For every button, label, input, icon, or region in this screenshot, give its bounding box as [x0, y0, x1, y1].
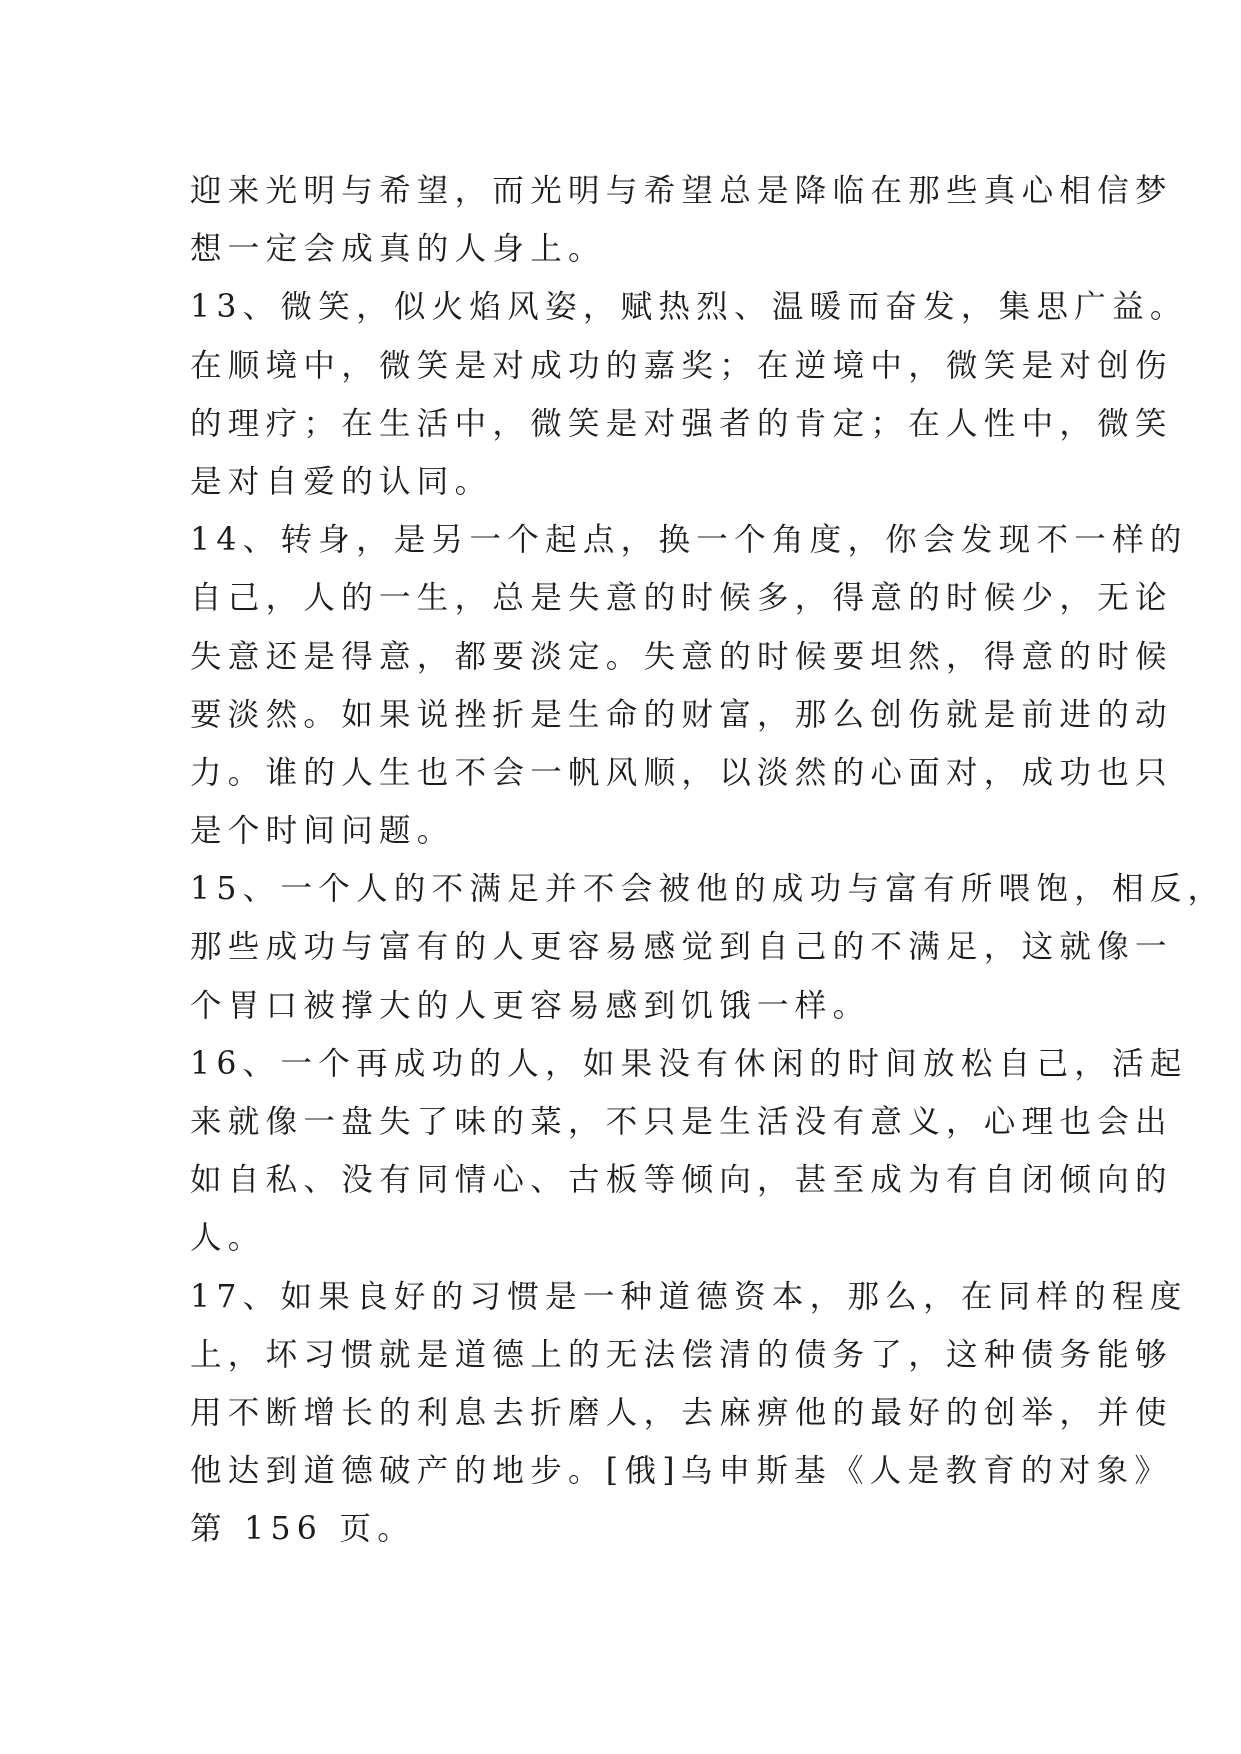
text-line: 要淡然。如果说挫折是生命的财富，那么创伤就是前进的动 — [190, 696, 1173, 733]
text-line: 迎来光明与希望，而光明与希望总是降临在那些真心相信梦 — [190, 173, 1173, 209]
text-line: 16、一个再成功的人，如果没有休闲的时间放松自己，活起 — [190, 1045, 1188, 1082]
text-line: 失意还是得意，都要淡定。失意的时候要坦然，得意的时候 — [190, 638, 1173, 675]
text-line: 他达到道德破产的地步。[俄]乌申斯基《人是教育的对象》 — [190, 1453, 1173, 1490]
text-line: 在顺境中，微笑是对成功的嘉奖；在逆境中，微笑是对创伤 — [190, 347, 1173, 384]
text-line: 15、一个人的不满足并不会被他的成功与富有所喂饱，相反， — [190, 871, 1226, 908]
text-line: 力。谁的人生也不会一帆风顺，以淡然的心面对，成功也只 — [190, 754, 1173, 791]
text-line: 自己，人的一生，总是失意的时候多，得意的时候少，无论 — [190, 580, 1173, 617]
text-line: 那些成功与富有的人更容易感觉到自己的不满足，这就像一 — [190, 929, 1173, 966]
text-line: 第 156 页。 — [190, 1511, 416, 1548]
text-line: 13、微笑，似火焰风姿，赋热烈、温暖而奋发，集思广益。 — [190, 289, 1188, 326]
text-line: 是个时间问题。 — [190, 813, 455, 850]
text-line: 来就像一盘失了味的菜，不只是生活没有意义，心理也会出 — [190, 1104, 1173, 1140]
body-text — [190, 162, 1226, 1559]
text-line: 想一定会成真的人身上。 — [190, 231, 606, 268]
text-line: 人。 — [190, 1220, 266, 1257]
text-line: 14、转身，是另一个起点，换一个角度，你会发现不一样的 — [190, 522, 1188, 559]
text-line: 是对自爱的认同。 — [190, 463, 493, 500]
text-line: 17、如果良好的习惯是一种道德资本，那么，在同样的程度 — [190, 1278, 1188, 1315]
text-line: 如自私、没有同情心、古板等倾向，甚至成为有自闭倾向的 — [190, 1162, 1173, 1199]
text-line: 上，坏习惯就是道德上的无法偿清的债务了，这种债务能够 — [190, 1336, 1173, 1373]
text-line: 的理疗；在生活中，微笑是对强者的肯定；在人性中，微笑 — [190, 405, 1173, 442]
text-line: 个胃口被撑大的人更容易感到饥饿一样。 — [190, 987, 871, 1024]
text-line: 用不断增长的利息去折磨人，去麻痹他的最好的创举，并使 — [190, 1394, 1173, 1431]
